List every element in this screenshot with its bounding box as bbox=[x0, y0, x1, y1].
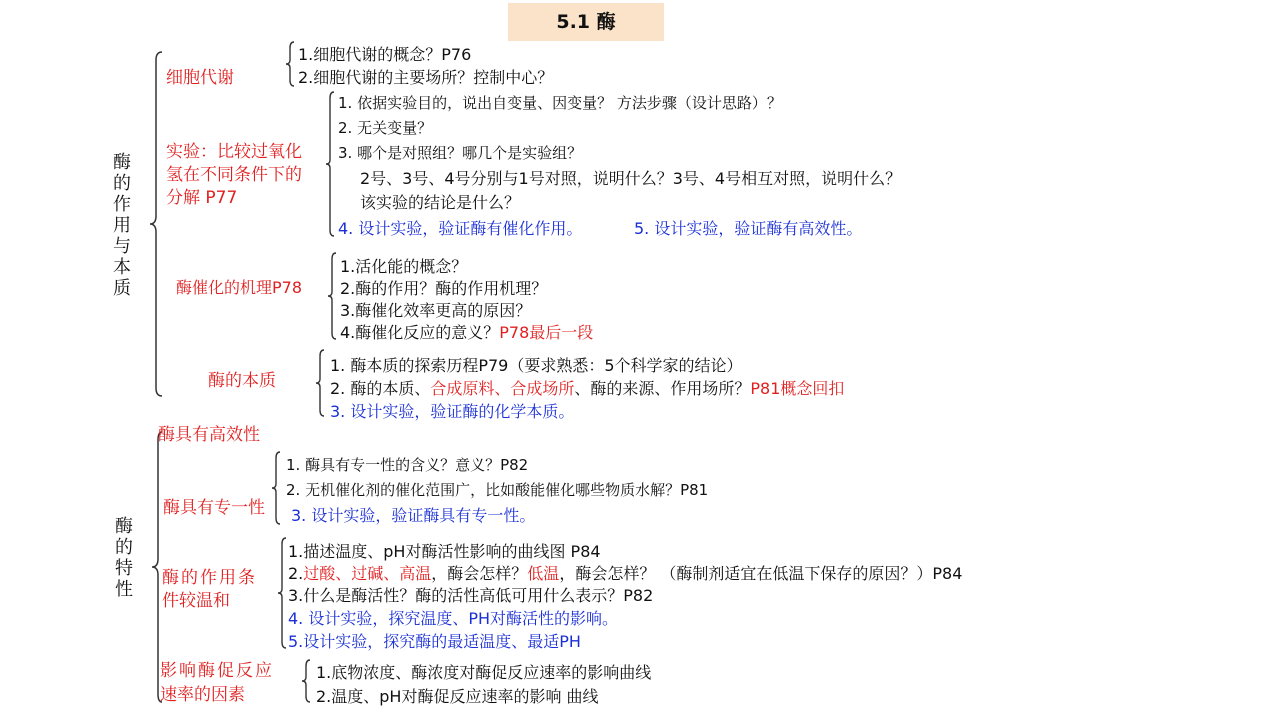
factors-label-line-1: 影响酶促反应 bbox=[160, 661, 274, 681]
experiment-item-3: 3. 哪个是对照组？哪几个是实验组？ bbox=[338, 144, 583, 162]
mild-item-2 bbox=[288, 561, 962, 584]
mild-design-b: 5.设计实验，探究酶的最适温度、最适PH bbox=[288, 632, 581, 651]
experiment-item-4: 2号、3号、4号分别与1号对照，说明什么？3号、4号相互对照，说明什么？ bbox=[360, 169, 902, 188]
experiment-item-5: 该实验的结论是什么？ bbox=[360, 193, 521, 212]
mechanism-item-2: 2.酶的作用？酶的作用机理？ bbox=[340, 279, 548, 298]
mild-item-2-c: ，酶会怎样？ bbox=[431, 564, 528, 583]
factors-item-1: 1.底物浓度、酶浓度对酶促反应速率的影响曲线 bbox=[316, 663, 652, 682]
essence-item-2 bbox=[330, 376, 844, 399]
experiment-brace bbox=[326, 92, 336, 236]
mechanism-item-1: 1.活化能的概念？ bbox=[340, 257, 468, 276]
metabolism-brace bbox=[286, 42, 296, 86]
metabolism-label: 细胞代谢 bbox=[166, 68, 234, 88]
mild-design-a: 4. 设计实验，探究温度、PH对酶活性的影响。 bbox=[288, 609, 619, 628]
mild-brace bbox=[278, 538, 288, 648]
essence-item-1: 1. 酶本质的探索历程P79（要求熟悉：5个科学家的结论） bbox=[330, 356, 743, 375]
essence-item-2-b: 合成原料、合成场所 bbox=[430, 379, 575, 398]
title-box bbox=[508, 3, 664, 41]
essence-item-2-c: 、酶的来源、作用场所？ bbox=[574, 379, 751, 398]
mild-label-line-2: 件较温和 bbox=[162, 591, 230, 611]
mechanism-item-4-text: 4.酶催化反应的意义？ bbox=[340, 323, 500, 342]
mechanism-item-3: 3.酶催化效率更高的原因？ bbox=[340, 301, 532, 320]
experiment-label-line-1: 实验：比较过氧化 bbox=[166, 142, 302, 162]
experiment-label-line-2: 氢在不同条件下的 bbox=[166, 165, 302, 185]
mild-item-3: 3.什么是酶活性？酶的活性高低可用什么表示？P82 bbox=[288, 586, 654, 605]
essence-item-3: 3. 设计实验，验证酶的化学本质。 bbox=[330, 402, 575, 421]
page-title: 5.1 酶 bbox=[556, 11, 616, 33]
essence-item-2-d: P81概念回扣 bbox=[750, 379, 845, 398]
mild-item-2-b: 过酸、过碱、高温 bbox=[303, 564, 432, 583]
mild-item-2-a: 2. bbox=[288, 564, 304, 583]
factors-item-2: 2.温度、pH对酶促反应速率的影响 曲线 bbox=[316, 687, 599, 706]
section2-side-label: 酶的特性 bbox=[115, 516, 133, 600]
specificity-design: 3. 设计实验，验证酶具有专一性。 bbox=[291, 506, 536, 525]
experiment-design-a: 4. 设计实验，验证酶有催化作用。 bbox=[338, 219, 583, 238]
mild-item-2-d: 低温 bbox=[527, 564, 560, 583]
specificity-label: 酶具有专一性 bbox=[163, 498, 265, 518]
mechanism-item-4 bbox=[340, 320, 593, 343]
section1-side-label: 酶的作用与本质 bbox=[113, 152, 131, 299]
mild-label-line-1: 酶的作用条 bbox=[162, 568, 257, 588]
specificity-brace bbox=[272, 452, 282, 524]
experiment-design-b: 5. 设计实验，验证酶有高效性。 bbox=[634, 219, 863, 238]
factors-label-line-2: 速率的因素 bbox=[160, 685, 245, 705]
mechanism-label: 酶催化的机理P78 bbox=[176, 278, 303, 297]
specificity-item-2: 2. 无机催化剂的催化范围广，比如酸能催化哪些物质水解？P81 bbox=[286, 481, 709, 499]
experiment-label-line-3: 分解 P77 bbox=[166, 188, 238, 208]
mechanism-item-4-highlight: P78最后一段 bbox=[499, 323, 594, 342]
essence-item-2-a: 2. 酶的本质、 bbox=[330, 379, 431, 398]
specificity-item-1: 1. 酶具有专一性的含义？意义？P82 bbox=[286, 456, 529, 474]
essence-brace bbox=[316, 350, 326, 416]
metabolism-item-2: 2.细胞代谢的主要场所？控制中心？ bbox=[298, 68, 554, 87]
mild-item-1: 1.描述温度、pH对酶活性影响的曲线图 P84 bbox=[288, 542, 601, 561]
experiment-item-1: 1. 依据实验目的，说出自变量、因变量？ 方法步骤（设计思路）？ bbox=[338, 94, 782, 112]
efficiency-label: 酶具有高效性 bbox=[158, 425, 260, 445]
mild-item-2-e: ，酶会怎样？ （酶制剂适宜在低温下保存的原因？）P84 bbox=[559, 564, 963, 583]
factors-brace bbox=[302, 660, 312, 702]
experiment-item-2: 2. 无关变量？ bbox=[338, 119, 433, 137]
mechanism-brace bbox=[328, 253, 338, 339]
metabolism-item-1: 1.细胞代谢的概念？P76 bbox=[298, 45, 472, 64]
section1-brace bbox=[150, 52, 164, 396]
essence-label: 酶的本质 bbox=[208, 371, 276, 391]
